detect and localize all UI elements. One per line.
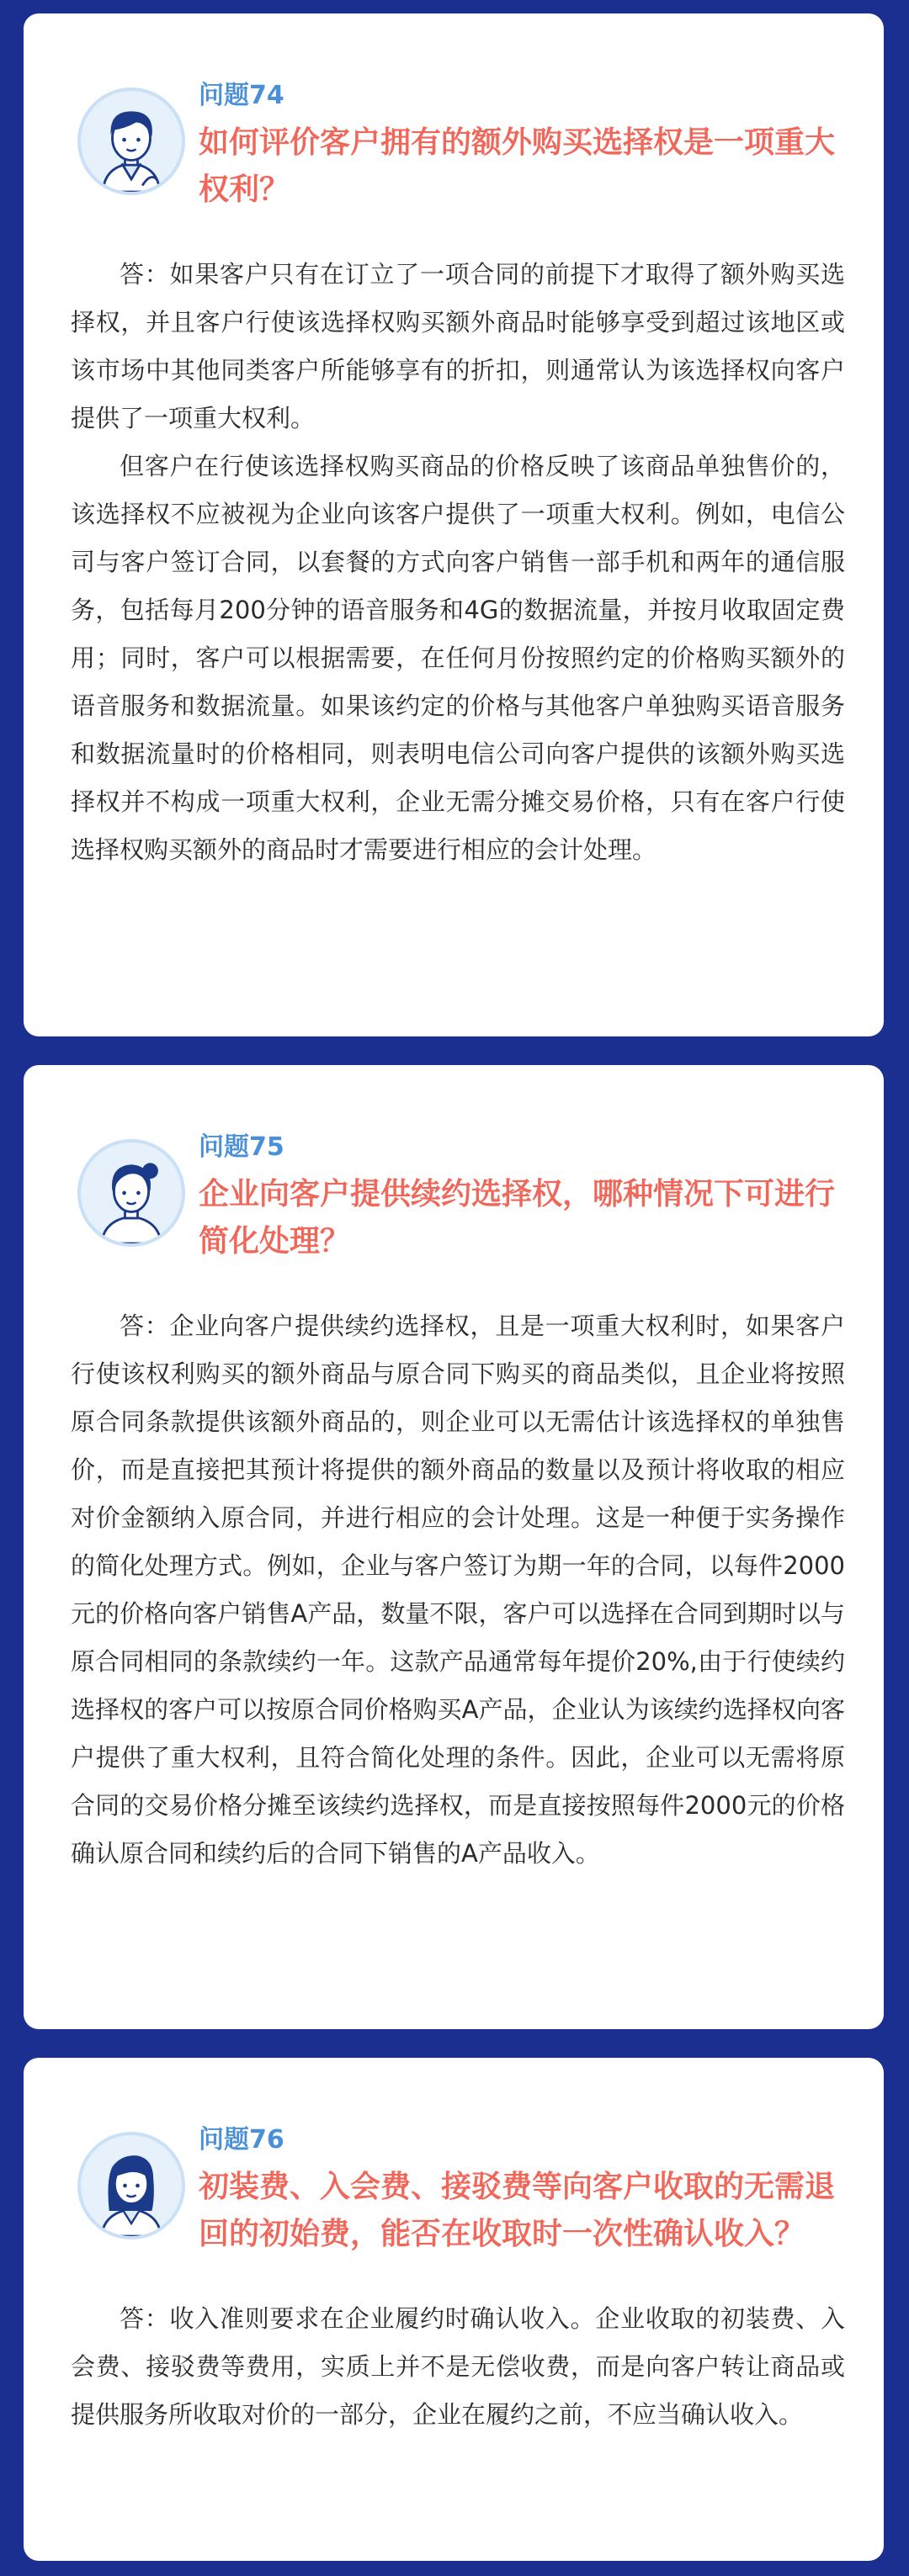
question-card-74 [24,13,884,1036]
answer-body [71,2295,845,2439]
male-avatar-icon [77,87,185,195]
question-number: 问题76 [199,2125,284,2155]
answer-body [71,1302,845,1878]
answer-paragraph: 答：收入准则要求在企业履约时确认收入。企业收取的初装费、入会费、接驳费等费用，实质上并不是无偿收费，而是向客户转让商品或提供服务所收取对价的一部分，企业在履约之前，不应当确认收入。 [71,2304,845,2429]
answer-body [71,251,845,874]
question-number: 问题75 [199,1132,284,1162]
question-title: 初装费、入会费、接驳费等向客户收取的无需退回的初始费，能否在收取时一次性确认收入？ [199,2170,836,2251]
answer-paragraph: 答：如果客户只有在订立了一项合同的前提下才取得了额外购买选择权，并且客户行使该选择权购买额外商品时能够享受到超过该地区或该市场中其他同类客户所能够享有的折扣，则通常认为该选择权向客户提供了一项重大权利。 [71,260,845,432]
answer-paragraph: 答：企业向客户提供续约选择权，且是一项重大权利时，如果客户行使该权利购买的额外商品与原合同下购买的商品类似，且企业将按照原合同条款提供该额外商品的，则企业可以无需估计该选择权的单独售价，而是直接把其预计将提供的额外商品的数量以及预计将收取的相应对价金额纳入原合同，并进行相应的会计处理。这是一种便于实务操作的简化处理方式。例如，企业与客户签订为期一年的合同，以每件2000元的价格向客户销售A产品，数量不限，客户可以选择在合同到期时以与原合同相同的条款续约一年。这款产品通常每年提价20%,由于行使续约选择权的客户可以按原合同价格购买A产品，企业认为该续约选择权向客户提供了重大权利，且符合简化处理的条件。因此，企业可以无需将原合同的交易价格分摊至该续约选择权，而是直接按照每件2000元的价格确认原合同和续约后的合同下销售的A产品收入。 [71,1312,845,1868]
female-avatar-2-icon [77,2132,185,2239]
question-card-76 [24,2058,884,2561]
question-title: 企业向客户提供续约选择权，哪种情况下可进行简化处理？ [199,1177,836,1259]
answer-paragraph: 但客户在行使该选择权购买商品的价格反映了该商品单独售价的，该选择权不应被视为企业向该客户提供了一项重大权利。例如，电信公司与客户签订合同，以套餐的方式向客户销售一部手机和两年的通信服务，包括每月200分钟的语音服务和4G的数据流量，并按月收取固定费用；同时，客户可以根据需要，在任何月份按照约定的价格购买额外的语音服务和数据流量。如果该约定的价格与其他客户单独购买语音服务和数据流量时的价格相同，则表明电信公司向客户提供的该额外购买选择权并不构成一项重大权利，企业无需分摊交易价格，只有在客户行使选择权购买额外的商品时才需要进行相应的会计处理。 [71,452,845,864]
question-number: 问题74 [199,81,284,110]
question-card-75 [24,1065,884,2029]
question-title: 如何评价客户拥有的额外购买选择权是一项重大权利？ [199,125,836,207]
female-avatar-icon [77,1139,185,1247]
